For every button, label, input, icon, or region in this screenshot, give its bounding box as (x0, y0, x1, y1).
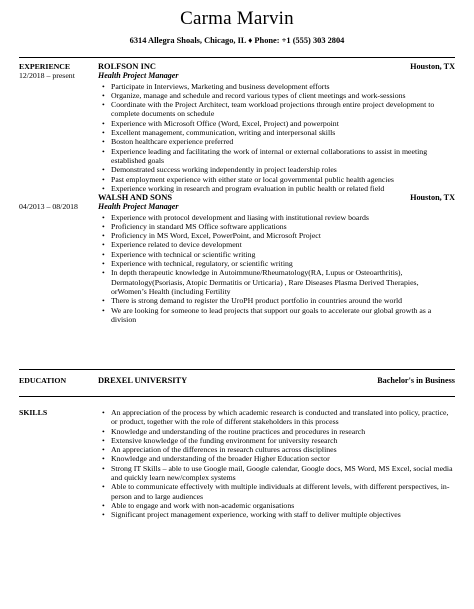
resume-header (0, 0, 474, 45)
list-item: • Knowledge and understanding of the routine practices and procedures in research (111, 427, 455, 436)
list-item: • We are looking for someone to lead projects that support our goals to accelerate our global growth as a division (111, 306, 455, 325)
school-name: DREXEL UNIVERSITY (98, 376, 188, 385)
list-item: • Knowledge and understanding of the broader Higher Education sector (111, 454, 455, 463)
list-item: • Experience related to device development (111, 240, 455, 249)
job-2-title: Health Project Manager (98, 202, 179, 212)
list-item: • Boston healthcare experience preferred (111, 137, 455, 146)
job-2-dates: 04/2013 – 08/2018 (19, 202, 78, 211)
list-item: • Proficiency in MS Word, Excel, PowerPoint, and Microsoft Project (111, 231, 455, 240)
list-item: • Able to engage and work with non-academic organisations (111, 501, 455, 510)
list-item: • An appreciation of the differences in research cultures across disciplines (111, 445, 455, 454)
job-2-header (98, 193, 455, 202)
job-1-location: Houston, TX (410, 62, 455, 71)
list-item: • Experience with technical or scientific writing (111, 250, 455, 259)
education-row (98, 376, 455, 385)
job-1-dates: 12/2018 – present (19, 71, 75, 80)
list-item: • Coordinate with the Project Architect, team workload projections through entire project development to complete documents on schedule (111, 100, 455, 119)
job-2-location: Houston, TX (410, 193, 455, 202)
job-2 (98, 193, 455, 324)
contact-line: 6314 Allegra Shoals, Chicago, IL ♦ Phone: +1 (555) 303 2804 (129, 36, 345, 45)
skills-bullets (98, 408, 455, 520)
job-1-header (98, 62, 455, 71)
list-item: • Experience working in research and program evaluation in public health or related field (111, 184, 455, 193)
job-1-company: ROLFSON INC (98, 62, 156, 71)
list-item: • Experience with protocol development and liasing with institutional review boards (111, 213, 455, 222)
header-divider (19, 57, 455, 58)
list-item: • Strong IT Skills – able to use Google mail, Google calendar, Google docs, MS Word, MS Excel, social media and quickly learn new/complex systems (111, 464, 455, 483)
job-2-bullets (98, 213, 455, 325)
experience-label: EXPERIENCE (19, 62, 71, 71)
list-item: • Able to communicate effectively with multiple individuals at different levels, with different perspectives, in-person and to large audiences (111, 482, 455, 501)
list-item: • Participate in Interviews, Marketing and business development efforts (111, 82, 455, 91)
education-entry (98, 376, 455, 385)
list-item: • Experience leading and facilitating the work of internal or external collaborations to assist in meeting established goals (111, 147, 455, 166)
education-label: EDUCATION (19, 376, 67, 385)
list-item: • Significant project management experience, working with staff to deliver multiple objectives (111, 510, 455, 519)
list-item: • Organize, manage and schedule and record various types of client meetings and work-sessions (111, 91, 455, 100)
list-item: • Experience with Microsoft Office (Word, Excel, Project) and powerpoint (111, 119, 455, 128)
list-item: • An appreciation of the process by which academic research is conducted and translated into policy, practice, or product, together with the role of different stakeholders in this process (111, 408, 455, 427)
degree: Bachelor's in Business (377, 376, 455, 385)
list-item: • Experience with technical, regulatory, or scientific writing (111, 259, 455, 268)
list-item: • Excellent management, communication, writing and interpersonal skills (111, 128, 455, 137)
list-item: • Proficiency in standard MS Office software applications (111, 222, 455, 231)
list-item: • There is strong demand to register the UroPH product portfolio in countries around the world (111, 296, 455, 305)
candidate-name: Carma Marvin (180, 8, 294, 29)
job-1-title: Health Project Manager (98, 71, 179, 81)
experience-divider (19, 369, 455, 370)
list-item: • Past employment experience with either state or local governmental public health agencies (111, 175, 455, 184)
education-divider (19, 396, 455, 397)
list-item: • In depth therapeutic knowledge in Autoimmune/Rheumatology(RA, Lupus or Osteoarthritis), Dermatology(Psoriasis, Atopic Dermatitis or Urticaria) , Rare Diseases Plasma Derived Therapies, orWomen’s Health (including Fertility (111, 268, 455, 296)
skills-list-wrap (98, 408, 455, 520)
job-1 (98, 62, 455, 193)
list-item: • Demonstrated success working independently in project leadership roles (111, 165, 455, 174)
list-item: • Extensive knowledge of the funding environment for university research (111, 436, 455, 445)
job-1-bullets (98, 82, 455, 194)
skills-label: SKILLS (19, 408, 48, 417)
job-2-company: WALSH AND SONS (98, 193, 172, 202)
